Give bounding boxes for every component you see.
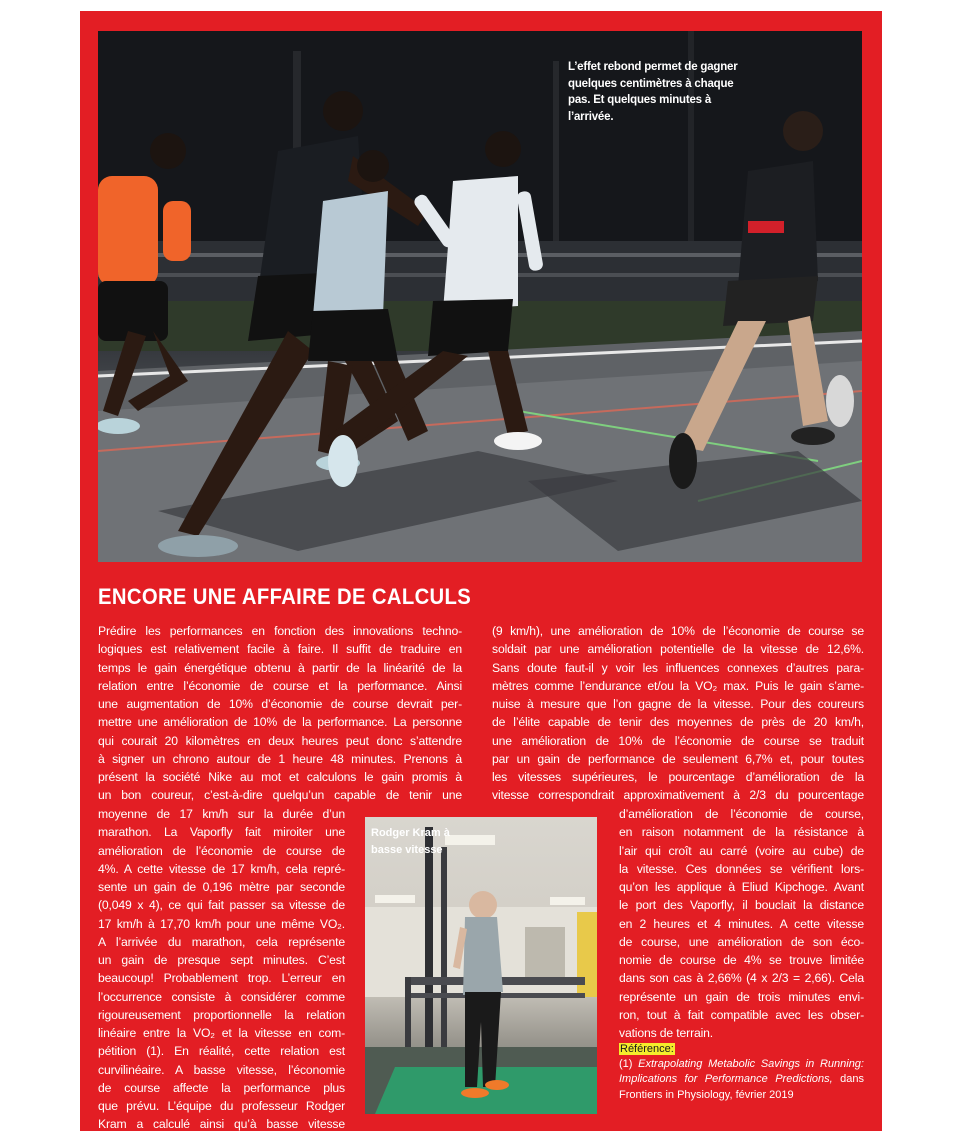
text-line: 17 km/h à 17,70 km/h pour une même VO₂.	[98, 916, 345, 931]
text-line: vitesse correspondrait approximativement à 2/3 du pourcentage	[492, 788, 864, 803]
treadmill-illustration	[365, 817, 597, 1114]
text-line: temps le gain énergétique obtenu à partir de la linéarité de la	[98, 660, 462, 675]
text-line: Prédire les performances en fonction des innovations techno-	[98, 624, 462, 638]
text-line: d’amélioration de l’économie de course,	[619, 807, 864, 821]
text-line: relation entre l’économie de course et la performance. Ainsi	[98, 678, 462, 693]
section-heading: ENCORE UNE AFFAIRE DE CALCULS	[98, 584, 472, 609]
text-line: soldait par une amélioration potentielle de la vitesse de 12,6%.	[492, 642, 864, 657]
text-line: beaucoup! Probablement trop. L’erreur en	[98, 971, 345, 986]
article-column-2-continued	[619, 805, 864, 1042]
text-line: Kram a calculé ainsi qu’à basse vitesse	[98, 1117, 345, 1131]
text-line: logiques est relativement facile à faire. Il suffit de traduire en	[98, 642, 462, 657]
text-line: une augmentation de 10% d’économie de course devrait per-	[98, 697, 462, 711]
reference-title: Extrapolating Metabolic Savings in Running: Implications for Performance Predictions,	[619, 1058, 864, 1086]
text-line: mètres comme l’endurance et/ou la VO₂ max. Puis le gain s’ame-	[492, 678, 864, 693]
text-line: l’occurrence consiste à considérer comme	[98, 989, 345, 1004]
reference-label: Référence:	[620, 1043, 674, 1055]
article-column-2	[492, 622, 864, 805]
reference-number: (1)	[619, 1058, 633, 1070]
runners-photo	[98, 31, 862, 562]
paragraph	[619, 805, 864, 1042]
text-line: un bon coureur, c’est-à-dire quelqu’un capable de tenir une	[98, 788, 462, 803]
text-line: pétition (1). En réalité, cette relation est	[98, 1044, 345, 1059]
text-line: représente un gain de trois minutes envi-	[619, 989, 864, 1004]
treadmill-photo	[365, 817, 597, 1114]
article-column-1	[98, 622, 462, 805]
text-line: marathon. La Vaporfly fait miroiter une	[98, 825, 345, 840]
text-line: amélioration de l’économie de course de	[98, 843, 345, 858]
photo-caption: L’effet rebond permet de gagner quelques centimètres à chaque pas. Et quelques minutes à l’arrivée.	[568, 61, 738, 123]
text-line: mettre une amélioration de 10% de la performance. La personne	[98, 715, 462, 730]
magazine-page	[80, 11, 882, 1131]
reference-text	[619, 1057, 864, 1103]
text-line: vations de terrain.	[619, 1026, 714, 1040]
text-line: de l’élite capable de tenir des moyennes de près de 20 km/h,	[492, 715, 864, 730]
text-line: un gain de presque sept minutes. C’est	[98, 953, 345, 967]
text-line: de course affecte la performance plus	[98, 1080, 345, 1095]
text-line: nuise à mesure que l’on gagne de la vitesse. Pour des coureurs	[492, 697, 864, 711]
text-line: Sans doute faut-il y voir les influences connexes d’autres para-	[492, 660, 864, 675]
article-column-1-continued	[98, 805, 345, 1131]
text-line: en 2 heures et 4 minutes. A cette vitesse	[619, 916, 864, 931]
text-line: le port des Vaporfly, il bouclait la distance	[619, 898, 864, 913]
text-line: en raison notamment de la résistance à	[619, 825, 864, 840]
text-line: qu’on les applique à Eliud Kipchoge. Avant	[619, 880, 864, 894]
text-line: les vitesses supérieures, le pourcentage d’amélioration de la	[492, 770, 864, 784]
text-line: à signer un chrono autour de 1 heure 48 minutes. Prenons à	[98, 751, 462, 766]
inset-caption: Rodger Kram à basse vitesse	[371, 827, 450, 856]
text-line: une amélioration de 10% de l’économie de course se traduit	[492, 733, 864, 748]
paragraph	[98, 622, 462, 805]
text-line: la vitesse. Ces données se vérifient lors-	[619, 861, 864, 876]
text-line: sente un gain de 0,196 mètre par seconde	[98, 880, 345, 894]
text-line: rigoureusement proportionnelle la relation	[98, 1007, 345, 1022]
text-line: (9 km/h), une amélioration de 10% de l’économie de course se	[492, 624, 864, 638]
paragraph	[492, 622, 864, 805]
text-line: dans son cas à 2,66% (4 x 2/3 = 2,66). Cela	[619, 971, 864, 986]
text-line: curvilinéaire. A basse vitesse, l’économie	[98, 1062, 345, 1077]
text-line: A l’arrivée du marathon, cela représente	[98, 934, 345, 949]
text-line: que prévu. L’équipe du professeur Rodger	[98, 1099, 345, 1113]
text-line: linéaire entre la VO₂ et la vitesse en com-	[98, 1026, 345, 1040]
reference-source: dans Frontiers in Physiology, février 2019	[619, 1073, 864, 1101]
text-line: présent la société Nike au mot et calculons le gain promis à	[98, 770, 462, 784]
text-line: l’air qui croît au carré (voire au cube) de	[619, 843, 864, 858]
text-line: nomie de course de 4% se trouve limitée	[619, 953, 864, 967]
text-line: par un gain de performance de seulement 6,7% et, pour toutes	[492, 751, 864, 766]
text-line: ron, tout à fait compatible avec les obser-	[619, 1007, 864, 1022]
text-line: qui courait 20 kilomètres en deux heures peut donc s’attendre	[98, 733, 462, 748]
text-line: moyenne de 17 km/h sur la durée d’un	[98, 807, 345, 821]
text-line: de course, une amélioration de son éco-	[619, 934, 864, 949]
text-line: (0,049 x 4), ce qui fait passer sa vitesse de	[98, 898, 345, 913]
paragraph	[98, 805, 345, 1131]
text-line: 4%. A cette vitesse de 17 km/h, cela repré-	[98, 861, 345, 876]
